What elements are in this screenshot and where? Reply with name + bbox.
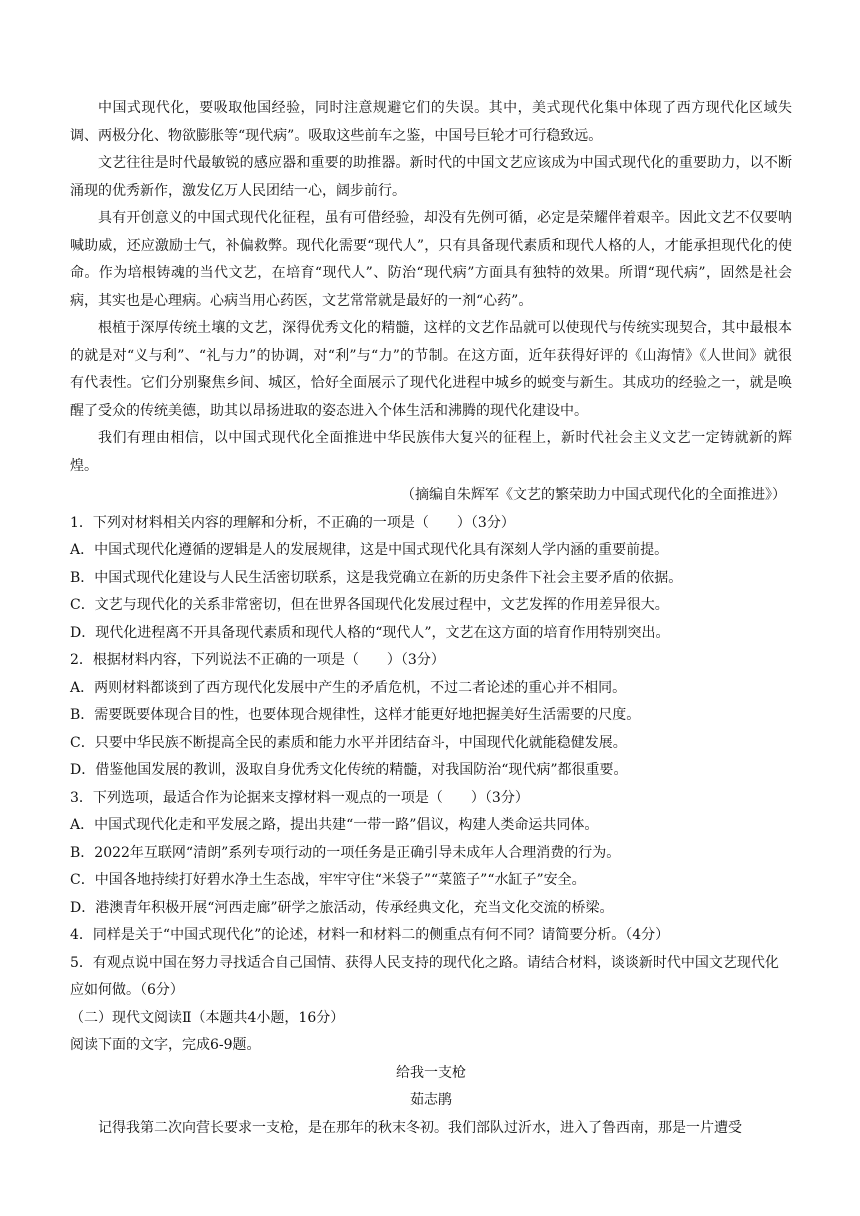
question-2-option-d: D．借鉴他国发展的教训，汲取自身优秀文化传统的精髓，对我国防治“现代病”都很重要。 (70, 762, 628, 778)
question-3-option-c: C．中国各地持续打好碧水净土生态战，牢牢守住“米袋子”“菜篮子”“水缸子”安全。 (70, 872, 586, 888)
document-page (70, 95, 792, 1142)
question-5: 5．有观点说中国在努力寻找适合自己国情、获得人民支持的现代化之路。请结合材料，谈谈新时代中国文艺现代化应如何做。（6分） (70, 954, 779, 998)
question-1-option-a: A．中国式现代化遵循的逻辑是人的发展规律，这是中国式现代化具有深刻人学内涵的重要前提。 (70, 542, 669, 558)
question-3-option-d: D．港澳青年积极开展“河西走廊”研学之旅活动，传承经典文化，充当文化交流的桥梁。 (70, 899, 614, 916)
paragraph-2: 文艺往往是时代最敏锐的感应器和重要的助推器。新时代的中国文艺应该成为中国式现代化的重要助力，以不断涌现的优秀新作，激发亿万人民团结一心，阔步前行。 (70, 155, 792, 199)
question-2-option-c: C．只要中华民族不断提高全民的素质和能力水平并团结奋斗，中国现代化就能稳健发展。 (70, 734, 627, 751)
question-1-option-d: D．现代化进程离不开具备现代素质和现代人格的“现代人”，文艺在这方面的培育作用特别突出。 (70, 624, 670, 641)
paragraph-4: 根植于深厚传统土壤的文艺，深得优秀文化的精髓，这样的文艺作品就可以使现代与传统实现契合，其中最根本的就是对“义与利”、“礼与力”的协调，对“利”与“力”的节制。在这方面，近年获得好评的《山海情》《人世间》就很有代表性。它们分别聚焦乡间、城区，恰好全面展示了现代化进程中城乡的蜕变与新生。其成功的经验之一，就是唤醒了受众的传统美德，助其以昂扬进取的姿态进入个体生活和沸腾的现代化建设中。 (70, 320, 792, 419)
question-2-option-a: A．两则材料都谈到了西方现代化发展中产生的矛盾危机，不过二者论述的重心并不相同。 (70, 679, 627, 696)
source-citation: （摘编自朱辉军《文艺的繁荣助力中国式现代化的全面推进》） (401, 487, 786, 503)
question-3-option-a: A．中国式现代化走和平发展之路，提出共建“一带一路”倡议，构建人类命运共同体。 (70, 817, 599, 833)
section-heading: （二）现代文阅读Ⅱ（本题共4小题，16分） (70, 1009, 345, 1026)
question-3-stem: 3．下列选项，最适合作为论据来支撑材料一观点的一项是（ ）（3分） (70, 789, 529, 806)
paragraph-5: 我们有理由相信，以中国式现代化全面推进中华民族伟大复兴的征程上，新时代社会主义文艺一定铸就新的辉煌。 (70, 430, 792, 474)
story-author: 茹志鹃 (410, 1092, 452, 1108)
question-1-stem: 1．下列对材料相关内容的理解和分析，不正确的一项是（ ）（3分） (70, 514, 515, 531)
story-title: 给我一支枪 (396, 1064, 466, 1081)
question-2-option-b: B．需要既要体现合目的性，也要体现合规律性，这样才能更好地把握美好生活需要的尺度。 (70, 707, 641, 723)
question-1-option-c: C．文艺与现代化的关系非常密切，但在世界各国现代化发展过程中，文艺发挥的作用差异很大。 (70, 597, 669, 613)
paragraph-3: 具有开创意义的中国式现代化征程，虽有可借经验，却没有先例可循，必定是荣耀伴着艰辛。因此文艺不仅要呐喊助威，还应激励士气，补偏救弊。现代化需要“现代人”，只有具备现代素质和现代人格的人，才能承担现代化的使命。作为培根铸魂的当代文艺，在培育“现代人”、防治“现代病”方面具有独特的效果。所谓“现代病”，固然是社会病，其实也是心理病。心病当用心药医，文艺常常就是最好的一剂“心药”。 (70, 210, 792, 309)
question-2-stem: 2．根据材料内容，下列说法不正确的一项是（ ）（3分） (70, 652, 445, 668)
question-1-option-b: B．中国式现代化建设与人民生活密切联系，这是我党确立在新的历史条件下社会主要矛盾的依据。 (70, 569, 683, 586)
reading-instruction: 阅读下面的文字，完成6-9题。 (70, 1037, 261, 1053)
question-3-option-b: B．2022年互联网“清朗”系列专项行动的一项任务是正确引导未成年人合理消费的行为。 (70, 844, 621, 861)
paragraph-1: 中国式现代化，要吸取他国经验，同时注意规避它们的失误。其中，美式现代化集中体现了西方现代化区域失调、两极分化、物欲膨胀等“现代病”。吸取这些前车之鉴，中国号巨轮才可行稳致远。 (70, 100, 792, 144)
question-4: 4．同样是关于“中国式现代化”的论述，材料一和材料二的侧重点有何不同？请简要分析。（4分） (70, 927, 670, 943)
story-paragraph-1: 记得我第二次向营长要求一支枪，是在那年的秋末冬初。我们部队过沂水，进入了鲁西南，那是一片遭受 (98, 1119, 742, 1136)
